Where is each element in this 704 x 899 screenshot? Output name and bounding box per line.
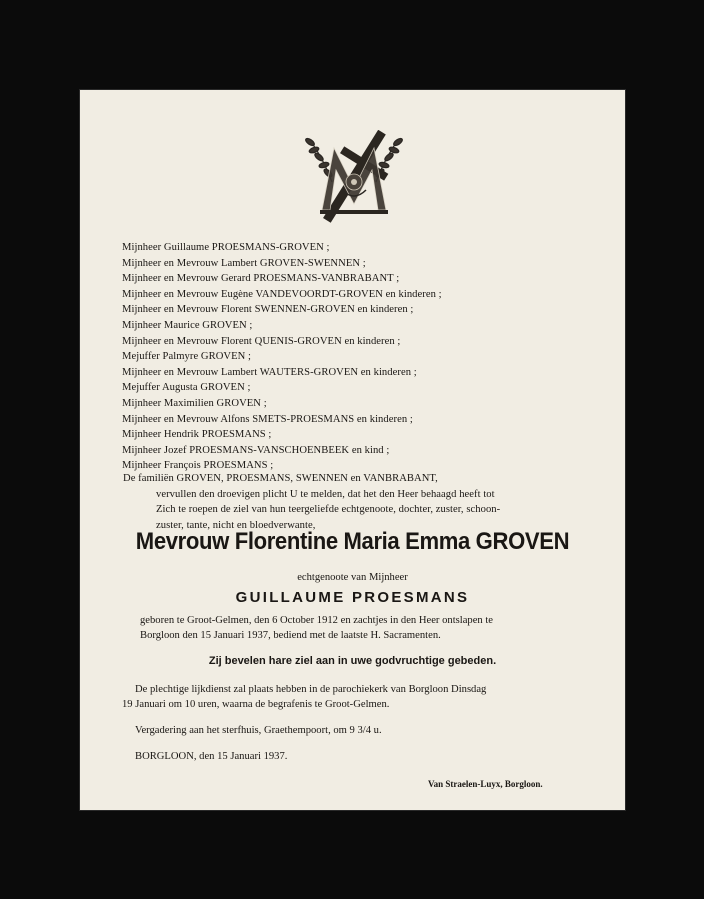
announcement-text (120, 471, 600, 533)
relative-line: Mijnheer en Mevrouw Alfons SMETS-PROESMANS en kinderen ; (122, 413, 413, 425)
relative-line: Mijnheer en Mevrouw Lambert GROVEN-SWENNEN ; (122, 257, 366, 269)
mourning-card (80, 90, 625, 810)
spouse-name: GUILLAUME PROESMANS (235, 589, 470, 606)
service-line: De plechtige lijkdienst zal plaats hebben in de parochiekerk van Borgloon Dinsdag (135, 684, 487, 695)
relative-line: Mejuffer Palmyre GROVEN ; (122, 351, 252, 363)
birth-death-text (140, 613, 600, 643)
announcement-line: Zich te roepen de ziel van hun teergeliefde echtgenoote, dochter, zuster, schoon- (156, 504, 501, 516)
relative-line: Mijnheer en Mevrouw Florent SWENNEN-GROVEN en kinderen ; (122, 304, 414, 316)
relative-line: Mijnheer Maximilien GROVEN ; (122, 397, 267, 409)
relative-line: Mijnheer Maurice GROVEN ; (122, 319, 253, 331)
relative-line: Mijnheer en Mevrouw Gerard PROESMANS-VANBRABANT ; (122, 273, 400, 285)
relative-line: Mijnheer en Mevrouw Lambert WAUTERS-GROVEN en kinderen ; (122, 366, 417, 378)
meeting-note: Vergadering aan het sterfhuis, Graethempoort, om 9 3/4 u. (135, 725, 382, 736)
monogram-cross-wreath-icon (302, 130, 406, 223)
place-date: BORGLOON, den 15 Januari 1937. (135, 751, 288, 762)
relative-line: Mijnheer Hendrik PROESMANS ; (122, 429, 272, 441)
printer-credit: Van Straelen-Luyx, Borgloon. (428, 779, 543, 789)
relatives-list (122, 240, 602, 474)
birth-death-line: geboren te Groot-Gelmen, den 6 October 1912 en zachtjes in den Heer ontslapen te (140, 615, 493, 626)
relative-line: Mijnheer Jozef PROESMANS-VANSCHOENBEEK en kind ; (122, 444, 390, 456)
relative-line: Mejuffer Augusta GROVEN ; (122, 382, 251, 394)
families-line: De familiën GROVEN, PROESMANS, SWENNEN en VANBRABANT, (123, 473, 438, 484)
birth-death-line: Borgloon den 15 Januari 1937, bediend met de laatste H. Sacramenten. (140, 630, 441, 641)
announcement-line: vervullen den droevigen plicht U te melden, dat het den Heer behaagd heeft tot (156, 488, 495, 500)
relative-line: Mijnheer Guillaume PROESMANS-GROVEN ; (122, 242, 330, 253)
announcement-line: zuster, tante, nicht en bloedverwante, (156, 519, 316, 531)
prayer-request: Zij bevelen hare ziel aan in uwe godvruchtige gebeden. (208, 655, 497, 667)
relative-line: Mijnheer en Mevrouw Eugène VANDEVOORDT-GROVEN en kinderen ; (122, 288, 442, 300)
spouse-label: echtgenoote van Mijnheer (297, 572, 408, 583)
relative-line: Mijnheer en Mevrouw Florent QUENIS-GROVEN en kinderen ; (122, 335, 401, 347)
deceased-name: Mevrouw Florentine Maria Emma GROVEN (135, 528, 570, 555)
funeral-service-text (119, 682, 599, 712)
relative-line: Mijnheer François PROESMANS ; (122, 460, 274, 472)
service-line: 19 Januari om 10 uren, waarna de begrafenis te Groot-Gelmen. (122, 699, 390, 710)
